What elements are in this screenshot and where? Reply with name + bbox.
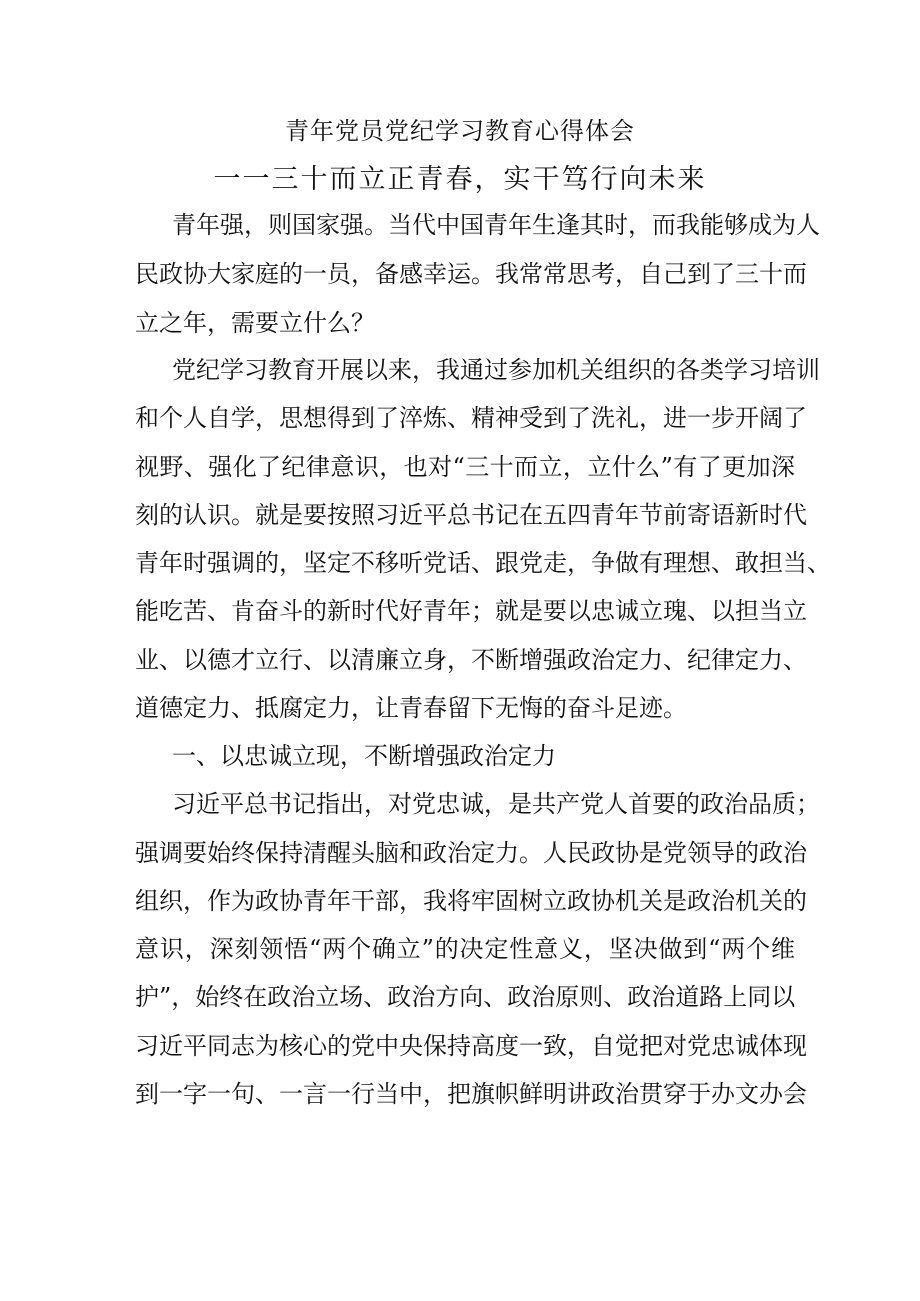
text-line: 党纪学习教育开展以来，我通过参加机关组织的各类学习培训 bbox=[172, 356, 820, 384]
text-line: 民政协大家庭的一员，备感幸运。我常常思考，自己到了三十而 bbox=[135, 260, 807, 288]
text-line: 护”，始终在政治立场、政治方向、政治原则、政治道路上同以 bbox=[135, 983, 796, 1011]
text-line: 习近平总书记指出，对党忠诚，是共产党人首要的政治品质； bbox=[172, 790, 820, 818]
text-line: 和个人自学，思想得到了淬炼、精神受到了洗礼，进一步开阔了 bbox=[135, 404, 807, 432]
text-line: 强调要始终保持清醒头脑和政治定力。人民政协是党领导的政治 bbox=[135, 839, 807, 867]
document-subtitle: 一一三十而立正青春，实干笃行向未来 bbox=[213, 164, 707, 195]
text-line: 视野、强化了纪律意识，也对“三十而立，立什么”有了更加深 bbox=[135, 453, 795, 481]
text-line: 意识，深刻领悟“两个确立”的决定性意义，坚决做到“两个维 bbox=[135, 935, 795, 963]
document-title: 青年党员党纪学习教育心得体会 bbox=[285, 117, 635, 145]
text-line: 习近平同志为核心的党中央保持高度一致，自觉把对党忠诚体现 bbox=[135, 1032, 807, 1060]
text-line: 业、以德才立行、以清廉立身，不断增强政治定力、纪律定力、 bbox=[135, 646, 807, 674]
section-heading: 一、以忠诚立现，不断增强政治定力 bbox=[172, 742, 556, 770]
text-line: 到一字一句、一言一行当中，把旗帜鲜明讲政治贯穿于办文办会 bbox=[135, 1080, 807, 1108]
text-line: 立之年，需要立什么？ bbox=[135, 309, 375, 337]
text-line: 能吃苦、肯奋斗的新时代好青年；就是要以忠诚立瑰、以担当立 bbox=[135, 597, 807, 625]
text-line: 青年时强调的，坚定不移听党话、跟党走，争做有理想、敢担当、 bbox=[135, 549, 831, 577]
text-line: 刻的认识。就是要按照习近平总书记在五四青年节前寄语新时代 bbox=[135, 501, 807, 529]
text-line: 组织，作为政协青年干部，我将牢固树立政协机关是政治机关的 bbox=[135, 887, 807, 915]
text-line: 道德定力、抵腐定力，让青春留下无悔的奋斗足迹。 bbox=[135, 694, 687, 722]
text-line: 青年强，则国家强。当代中国青年生逢其时，而我能够成为人 bbox=[172, 211, 820, 239]
